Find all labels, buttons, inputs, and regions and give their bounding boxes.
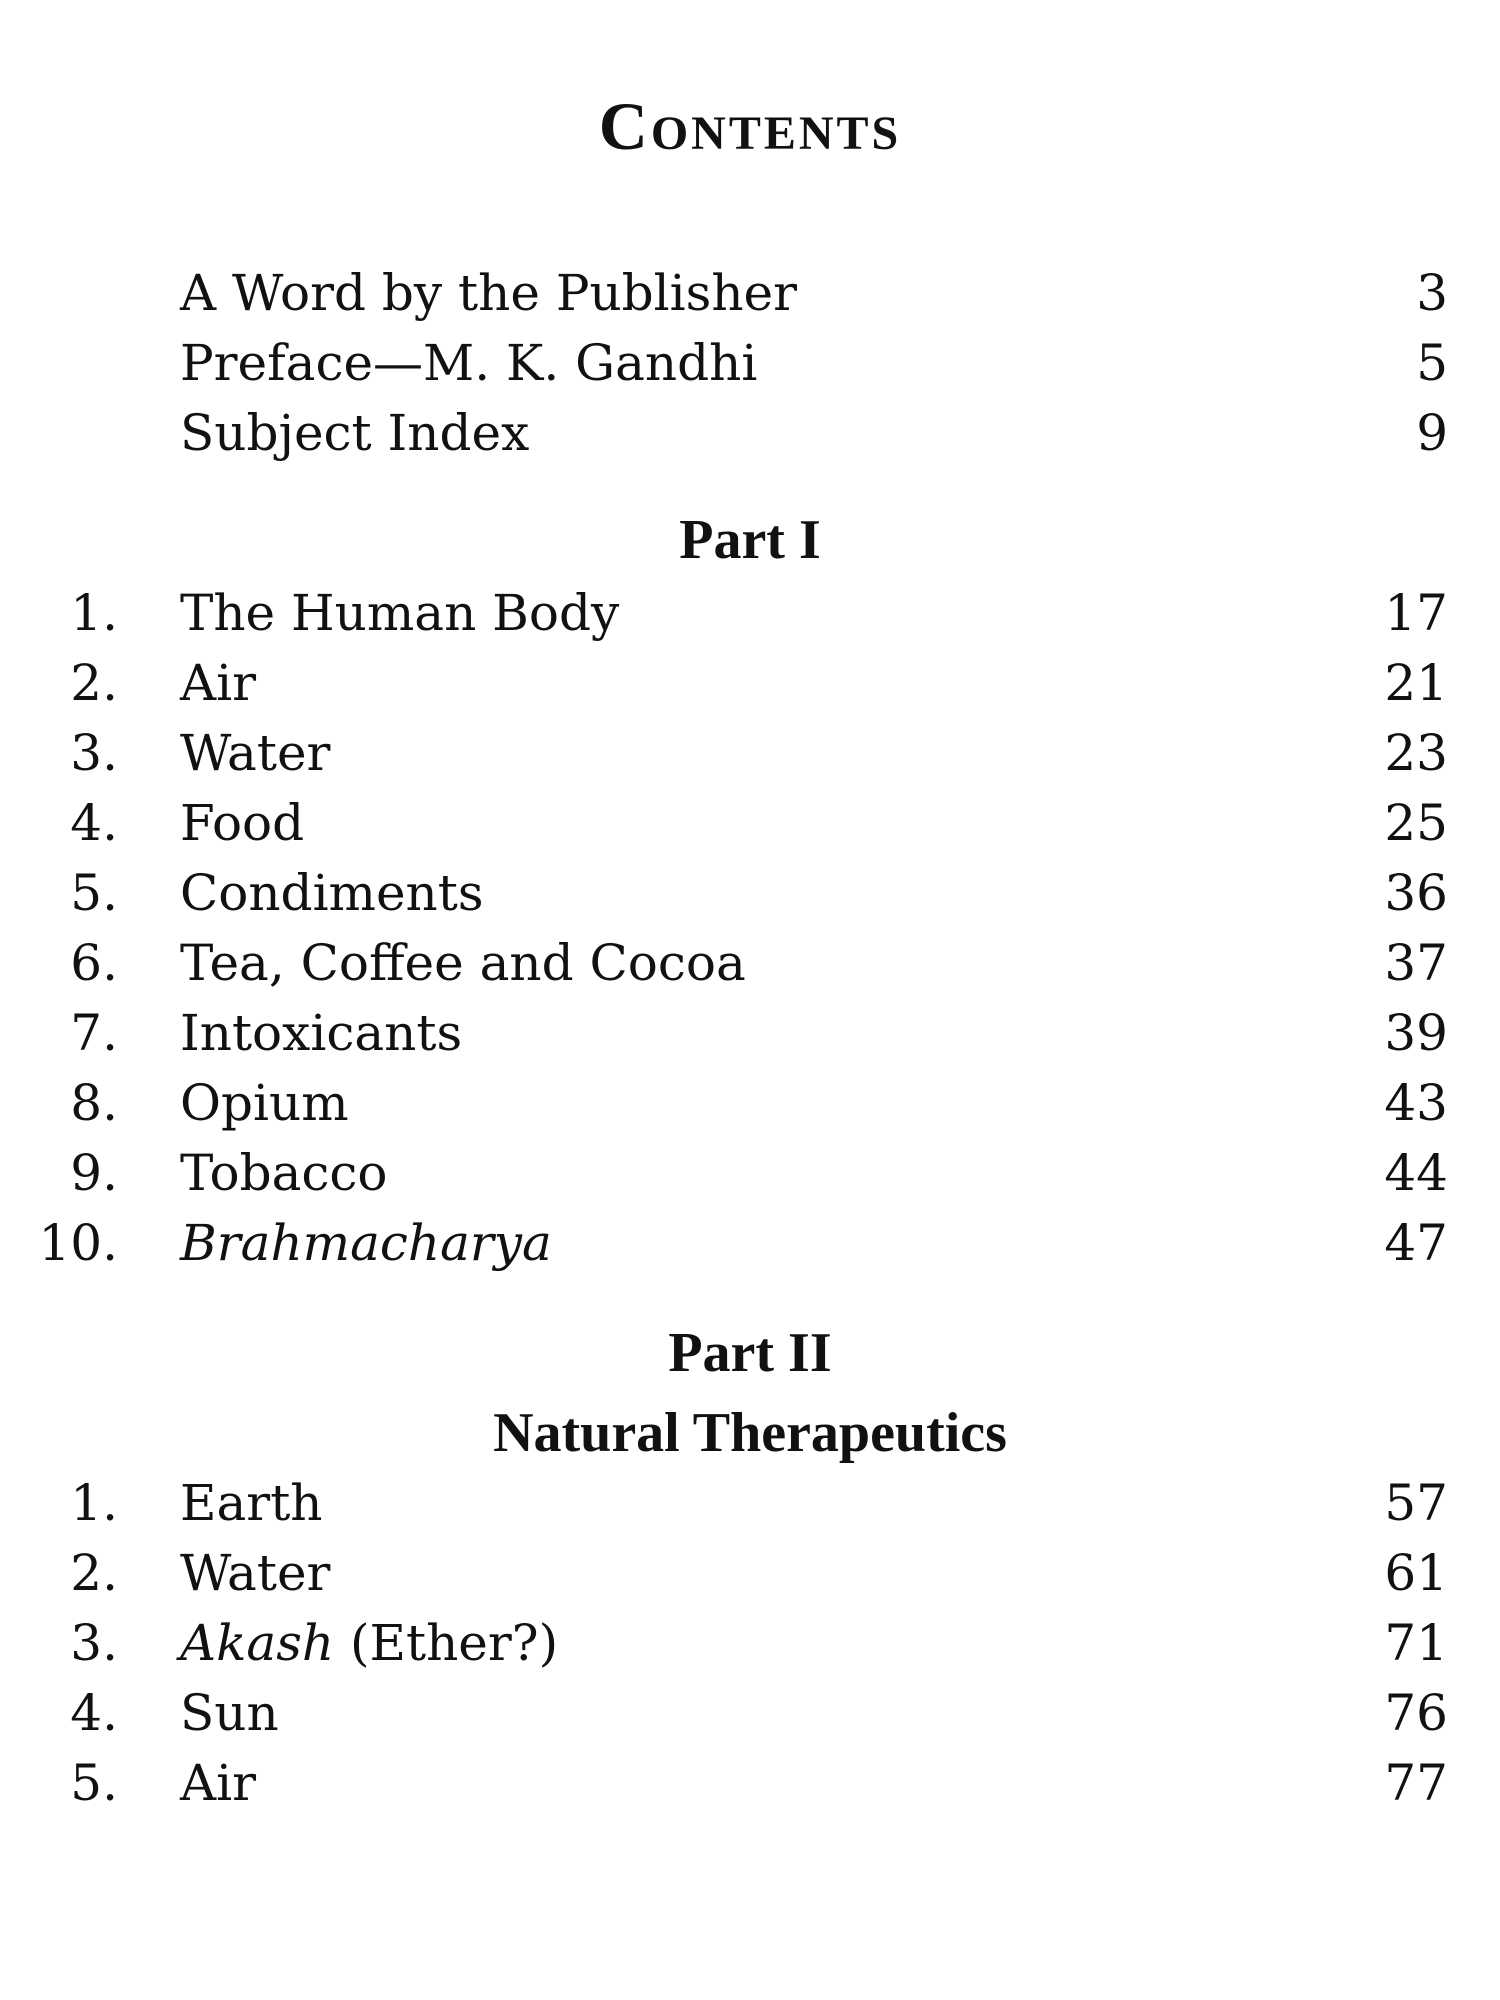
entry-number: 8.: [70, 1074, 118, 1132]
entry-label: Preface—M. K. Gandhi: [180, 334, 758, 392]
toc-entry[interactable]: [0, 858, 1500, 928]
entry-label: Water: [180, 1544, 331, 1602]
entry-page: 23: [1384, 724, 1448, 782]
entry-number: 4.: [70, 794, 118, 852]
entry-page: 3: [1416, 264, 1448, 322]
entry-label: Air: [180, 654, 257, 712]
entry-page: 43: [1384, 1074, 1448, 1132]
entry-number: 2.: [70, 1544, 118, 1602]
entry-page: 39: [1384, 1004, 1448, 1062]
part-1-heading: Part I: [679, 509, 821, 571]
entry-number: 10.: [38, 1214, 118, 1272]
entry-page: 36: [1384, 864, 1448, 922]
entry-page: 9: [1416, 404, 1448, 462]
part-2-subheading: Natural Therapeutics: [493, 1402, 1007, 1464]
entry-number: 1.: [70, 584, 118, 642]
entry-label-suffix: (Ether?): [334, 1614, 559, 1672]
entry-label: A Word by the Publisher: [180, 264, 798, 322]
entry-number: 2.: [70, 654, 118, 712]
entry-number: 1.: [70, 1474, 118, 1532]
toc-entry[interactable]: [0, 788, 1500, 858]
entry-label: Subject Index: [180, 404, 530, 462]
entry-page: 17: [1384, 584, 1448, 642]
toc-entry[interactable]: [0, 1608, 1500, 1678]
entry-page: 37: [1384, 934, 1448, 992]
toc-entry[interactable]: [0, 1068, 1500, 1138]
toc-entry[interactable]: [0, 1468, 1500, 1538]
entry-label: Earth: [180, 1474, 323, 1532]
entry-page: 77: [1384, 1754, 1448, 1812]
entry-label: Sun: [180, 1684, 279, 1742]
entry-label-group: [180, 1608, 558, 1678]
entry-label: Condiments: [180, 864, 484, 922]
entry-number: 6.: [70, 934, 118, 992]
entry-number: 5.: [70, 864, 118, 922]
front-matter-item-subject-index[interactable]: [0, 398, 1500, 468]
front-matter-item-preface[interactable]: [0, 328, 1500, 398]
entry-label: Food: [180, 794, 305, 852]
entry-page: 47: [1384, 1214, 1448, 1272]
entry-page: 5: [1416, 334, 1448, 392]
toc-entry[interactable]: [0, 578, 1500, 648]
entry-number: 7.: [70, 1004, 118, 1062]
entry-label: Tea, Coffee and Cocoa: [180, 934, 746, 992]
entry-page: 25: [1384, 794, 1448, 852]
toc-entry[interactable]: [0, 1678, 1500, 1748]
entry-number: 3.: [70, 1614, 118, 1672]
toc-entry[interactable]: [0, 1748, 1500, 1818]
entry-number: 3.: [70, 724, 118, 782]
toc-entry[interactable]: [0, 928, 1500, 998]
toc-entry[interactable]: [0, 998, 1500, 1068]
entry-label: The Human Body: [180, 584, 620, 642]
toc-entry[interactable]: [0, 1208, 1500, 1278]
entry-page: 21: [1384, 654, 1448, 712]
front-matter-item-publisher[interactable]: [0, 258, 1500, 328]
entry-label: Tobacco: [180, 1144, 388, 1202]
entry-label: Air: [180, 1754, 257, 1812]
entry-number: 5.: [70, 1754, 118, 1812]
page-title: Contents: [598, 88, 902, 164]
entry-number: 9.: [70, 1144, 118, 1202]
part-2-heading: Part II: [668, 1322, 832, 1384]
toc-entry[interactable]: [0, 1538, 1500, 1608]
entry-page: 61: [1384, 1544, 1448, 1602]
entry-page: 71: [1384, 1614, 1448, 1672]
entry-page: 44: [1384, 1144, 1448, 1202]
entry-label: Intoxicants: [180, 1004, 463, 1062]
toc-entry[interactable]: [0, 648, 1500, 718]
toc-entry[interactable]: [0, 1138, 1500, 1208]
toc-entry[interactable]: [0, 718, 1500, 788]
entry-page: 76: [1384, 1684, 1448, 1742]
entry-page: 57: [1384, 1474, 1448, 1532]
entry-number: 4.: [70, 1684, 118, 1742]
entry-label: Water: [180, 724, 331, 782]
entry-label: Opium: [180, 1074, 349, 1132]
entry-label: Brahmacharya: [180, 1214, 552, 1272]
entry-label: Akash: [180, 1614, 335, 1672]
